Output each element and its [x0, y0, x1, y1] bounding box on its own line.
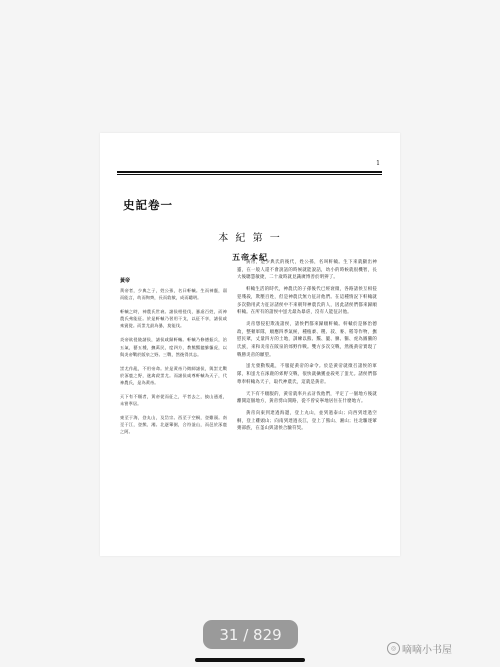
section-title: 五帝本紀: [232, 252, 268, 262]
translation-paragraph: 蚩尤發動叛亂，不服從黃帝的命令。於是黃帝就徵召諸侯的軍隊，和蚩尤在涿鹿的郊野交戰，很快就擒獲並殺死了蚩尤。諸侯們都尊奉軒轅為天子，取代神農氏，這就是黃帝。: [237, 364, 377, 385]
book-page: [100, 133, 400, 556]
app-logo-icon: ◎: [387, 642, 400, 655]
original-paragraph: 蚩尤作亂，不用帝命。於是黃帝乃徵師諸侯，與蚩尤戰於涿鹿之野，遂禽殺蚩尤。而諸侯咸尊軒轅為天子，代神農氏，是為黃帝。: [120, 365, 227, 385]
translation-paragraph: 軒轅生活的時代，神農氏的子孫後代已經衰微，各路諸侯互相侵犯殘殺，欺壓百姓，但是神農氏無力征討他們。在這種情況下軒轅就多次動用武力征討諸侯中不來朝拜神農氏的人，因此諸侯們都來歸順軒轅。在所有的諸侯中蚩尤最為暴虐，沒有人能征討他。: [237, 287, 377, 316]
chapter-title: 本 紀 第 一: [218, 233, 282, 244]
original-paragraph: 天下有不順者，黃帝從而征之，平者去之，披山通道，未嘗寧居。: [120, 394, 227, 407]
watermark: [387, 641, 452, 656]
original-text-column: [120, 277, 227, 443]
translation-column: [237, 259, 377, 437]
translation-paragraph: 黃帝向東到達過海邊，登上丸山，並到過泰山；向西到達過空桐，登上雞頭山；向南到達過長江，登上了熊山、湘山；往北驅逐葷粥部族，在釜山與諸侯合驗符契。: [237, 410, 377, 432]
original-paragraph: 炎帝欲侵陵諸侯，諸侯咸歸軒轅。軒轅乃修德振兵，治五氣，藝五種，撫萬民，度四方，教熊羆貔貅貙虎，以與炎帝戰於阪泉之野。三戰，然後得其志。: [120, 337, 227, 357]
page-number: 1: [376, 160, 380, 167]
original-paragraph: 軒轅之時，神農氏世衰。諸侯相侵伐，暴虐百姓，而神農氏弗能征。於是軒轅乃習用干戈，以征不享，諸侯咸來賓從。而蚩尤最為暴，莫能伐。: [120, 309, 227, 329]
volume-title: 史記卷一: [123, 198, 173, 212]
original-paragraph: 黃帝者，少典之子，姓公孫，名曰軒轅。生而神靈，弱而能言，幼而徇齊，長而敦敏，成而聰明。: [120, 288, 227, 301]
subsection-heading: 黃帝: [120, 278, 131, 284]
header-rule: [117, 171, 382, 173]
watermark-label: 嘀嘀小书屋: [402, 645, 452, 656]
translation-paragraph: 天下有不順服的，黃帝就率兵去討伐他們，平定了一個地方後就離開這個地方，黃帝劈山開路，從不曾安寧地居住在什麼地方。: [237, 391, 377, 405]
page-counter[interactable]: 31 / 829: [203, 620, 298, 649]
original-paragraph: 東至于海，登丸山，及岱宗。西至于空桐，登雞頭。南至于江，登熊、湘。北逐葷粥，合符釜山，而邑於涿鹿之阿。: [120, 415, 227, 435]
translation-paragraph: 炎帝想侵犯欺凌諸侯，諸侯們都來歸順軒轅。軒轅於是修治德政，整頓軍隊，順應四季氣候，種植黍、稷、菽、麥、稻等作物，撫慰民眾，丈量四方的土地，訓練以熊、羆、貔、貅、貙、虎為圖騰的氏族，來和炎帝在阪泉的郊野作戰。雙方多次交戰，然後黃帝實現了戰勝炎帝的願望。: [237, 321, 377, 358]
translation-paragraph: 黃帝，是少典氏的後代，姓公孫，名叫軒轅。生下來就顯出神靈，在一般人還不會說話的時候就能說話，幼小的時候就很機智，長大後聰慧敏捷，二十歲時就見識廣博善於明辨了。: [237, 260, 377, 281]
home-indicator[interactable]: [195, 658, 305, 662]
header-rule-thin: [117, 174, 382, 175]
